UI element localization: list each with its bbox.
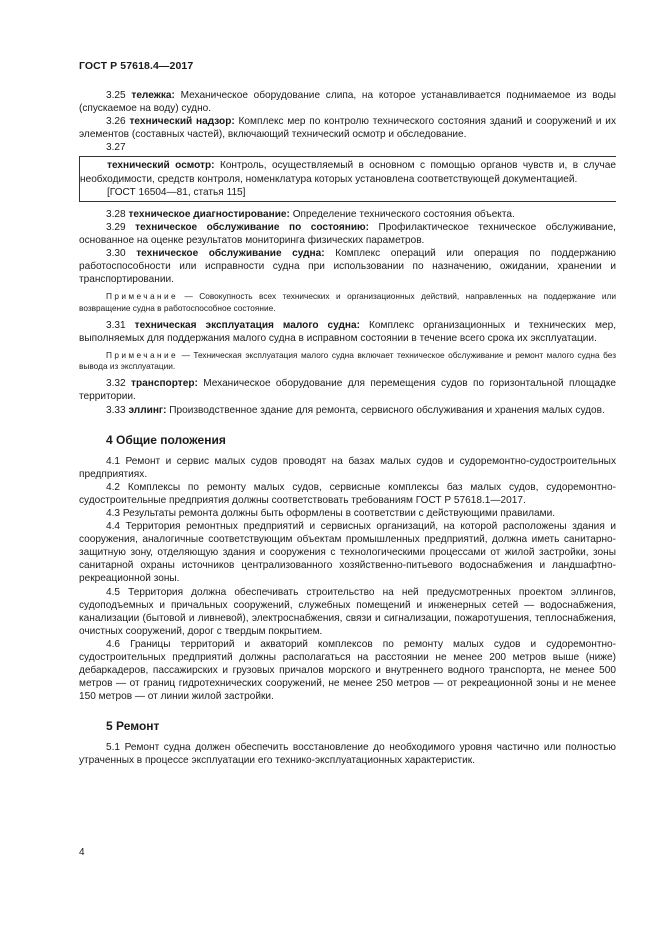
- document-body: [79, 89, 616, 768]
- term-3-32: 3.32 транспортер: Механическое оборудование для перемещения судов по горизонтальной площадке территории.: [79, 378, 616, 403]
- term-3-33: 3.33 эллинг: Производственное здание для ремонта, сервисного обслуживания и хранения малых судов.: [106, 404, 605, 416]
- term-3-26: 3.26 технический надзор: Комплекс мер по контролю технического состояния зданий и сооружений и их элементов (составных частей), включающий технический осмотр и обследование.: [79, 116, 616, 141]
- document-header: ГОСТ Р 57618.4—2017: [79, 60, 194, 72]
- quoted-term-box: [79, 156, 616, 201]
- term-3-28: 3.28 техническое диагностирование: Определение технического состояния объекта.: [106, 208, 515, 220]
- paragraph-5-1: 5.1 Ремонт судна должен обеспечить восстановление до необходимого уровня частично или полностью утраченных в процессе эксплуатации его технико-эксплуатационных характеристик.: [79, 742, 616, 767]
- paragraph-4-5: 4.5 Территория должна обеспечивать строительство на ней предусмотренных проектом эллингов, судоподъемных и причальных сооружений, служебных помещений и инженерных сетей — водоснабжения, канализации (бытовой и ливневой), электроснабжения, связи и сигнализации, пожаротушения, теплоснабжения, очистных сооружений, дорог с твердым покрытием.: [79, 586, 616, 637]
- term-source-reference: [ГОСТ 16504—81, статья 115]: [107, 186, 246, 198]
- page-number: 4: [79, 847, 85, 858]
- term-3-29: 3.29 техническое обслуживание по состоянию: Профилактическое техническое обслуживание, основанное на оценке результатов мониторинга физических параметров.: [79, 221, 616, 246]
- note-3-31: Примечание — Техническая эксплуатация малого судна включает техническое обслуживание и ремонт малого судна без вывода из эксплуатации.: [79, 349, 616, 372]
- paragraph-4-2: 4.2 Комплексы по ремонту малых судов, сервисные комплексы баз малых судов, судоремонтно-судостроительные предприятия должны соответствовать требованиям ГОСТ Р 57618.1—2017.: [79, 481, 616, 506]
- section-4-heading: 4 Общие положения: [106, 432, 226, 447]
- paragraph-4-6: 4.6 Границы территорий и акваторий комплексов по ремонту малых судов и судоремонтно-судостроительных предприятий должны располагаться на расстоянии не менее 200 метров выше (ниже) дебаркадеров, пассажирских и грузовых причалов морского и внутреннего водного транспорта, не менее 500 метров — от границ гидротехнических сооружений, не менее 250 метров — от рекреационной зоны и не менее 150 метров — от линии жилой застройки.: [79, 638, 616, 703]
- term-3-30: 3.30 техническое обслуживание судна: Комплекс операций или операция по поддержанию работоспособности или исправности судна при использовании по назначению, ожидании, хранении и транспортировании.: [79, 248, 616, 286]
- section-5-heading: 5 Ремонт: [106, 719, 160, 734]
- term-3-27-number: 3.27: [106, 142, 126, 154]
- term-3-27: технический осмотр: Контроль, осуществляемый в основном с помощью органов чувств и, в случае необходимости, средств контроля, номенклатура которых установлена соответствующей документацией.: [80, 160, 616, 185]
- paragraph-4-1: 4.1 Ремонт и сервис малых судов проводят на базах малых судов и судоремонтно-судостроительных предприятиях.: [79, 455, 616, 480]
- term-3-25: 3.25 тележка: Механическое оборудование слипа, на которое устанавливается поднимаемое из воды (спускаемое на воду) судно.: [79, 90, 617, 115]
- paragraph-4-3: 4.3 Результаты ремонта должны быть оформлены в соответствии с действующими правилами.: [106, 507, 556, 519]
- paragraph-4-4: 4.4 Территория ремонтных предприятий и сервисных организаций, на которой расположены здания и сооружения, аналогичные соответствующим объектам промышленных предприятий, должна иметь санитарно-защитную зону, отделяющую здания и сооружения с технологическими процессами от жилой застройки, зоны санитарной охраны источников централизованного хозяйственно-питьевого водоснабжения и ландшафтно-рекреационной зоны.: [79, 521, 616, 585]
- term-3-31: 3.31 техническая эксплуатация малого судна: Комплекс организационных и технических мер, выполняемых для поддержания малого судна в исправном состоянии в течение всего срока их эксплуатации.: [79, 319, 616, 344]
- note-3-30: Примечание — Совокупность всех технических и организационных действий, направленных на поддержание или возвращение судна в работоспособное состояние.: [79, 291, 616, 313]
